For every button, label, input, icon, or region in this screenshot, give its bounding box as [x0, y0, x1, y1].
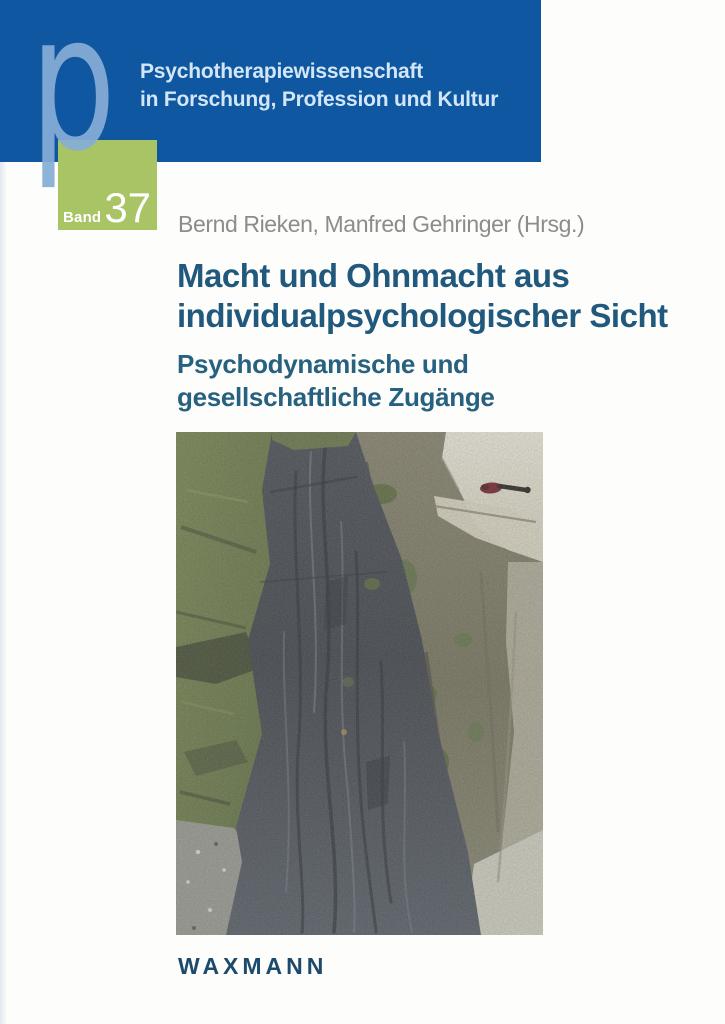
- book-subtitle: [177, 348, 495, 414]
- publisher-wordmark: WAXMANN: [178, 953, 328, 979]
- editors-line: Bernd Rieken, Manfred Gehringer (Hrsg.): [178, 211, 585, 237]
- series-title-line2: in Forschung, Profession und Kultur: [140, 88, 499, 111]
- book-title-line1: Macht und Ohnmacht aus: [177, 257, 570, 294]
- book-subtitle-line1: Psychodynamische und: [177, 349, 469, 379]
- band-label: Band: [63, 209, 102, 226]
- book-title-line2: individualpsychologischer Sicht: [177, 297, 668, 334]
- series-logo-letter: p: [30, 0, 116, 193]
- series-title-line1: Psychotherapiewissenschaft: [140, 60, 424, 83]
- series-p-logo-icon: [0, 0, 230, 210]
- book-title: [177, 256, 668, 336]
- cliff-photo: [176, 432, 543, 935]
- band-number: 37: [104, 184, 152, 231]
- book-subtitle-line2: gesellschaftliche Zugänge: [177, 382, 495, 412]
